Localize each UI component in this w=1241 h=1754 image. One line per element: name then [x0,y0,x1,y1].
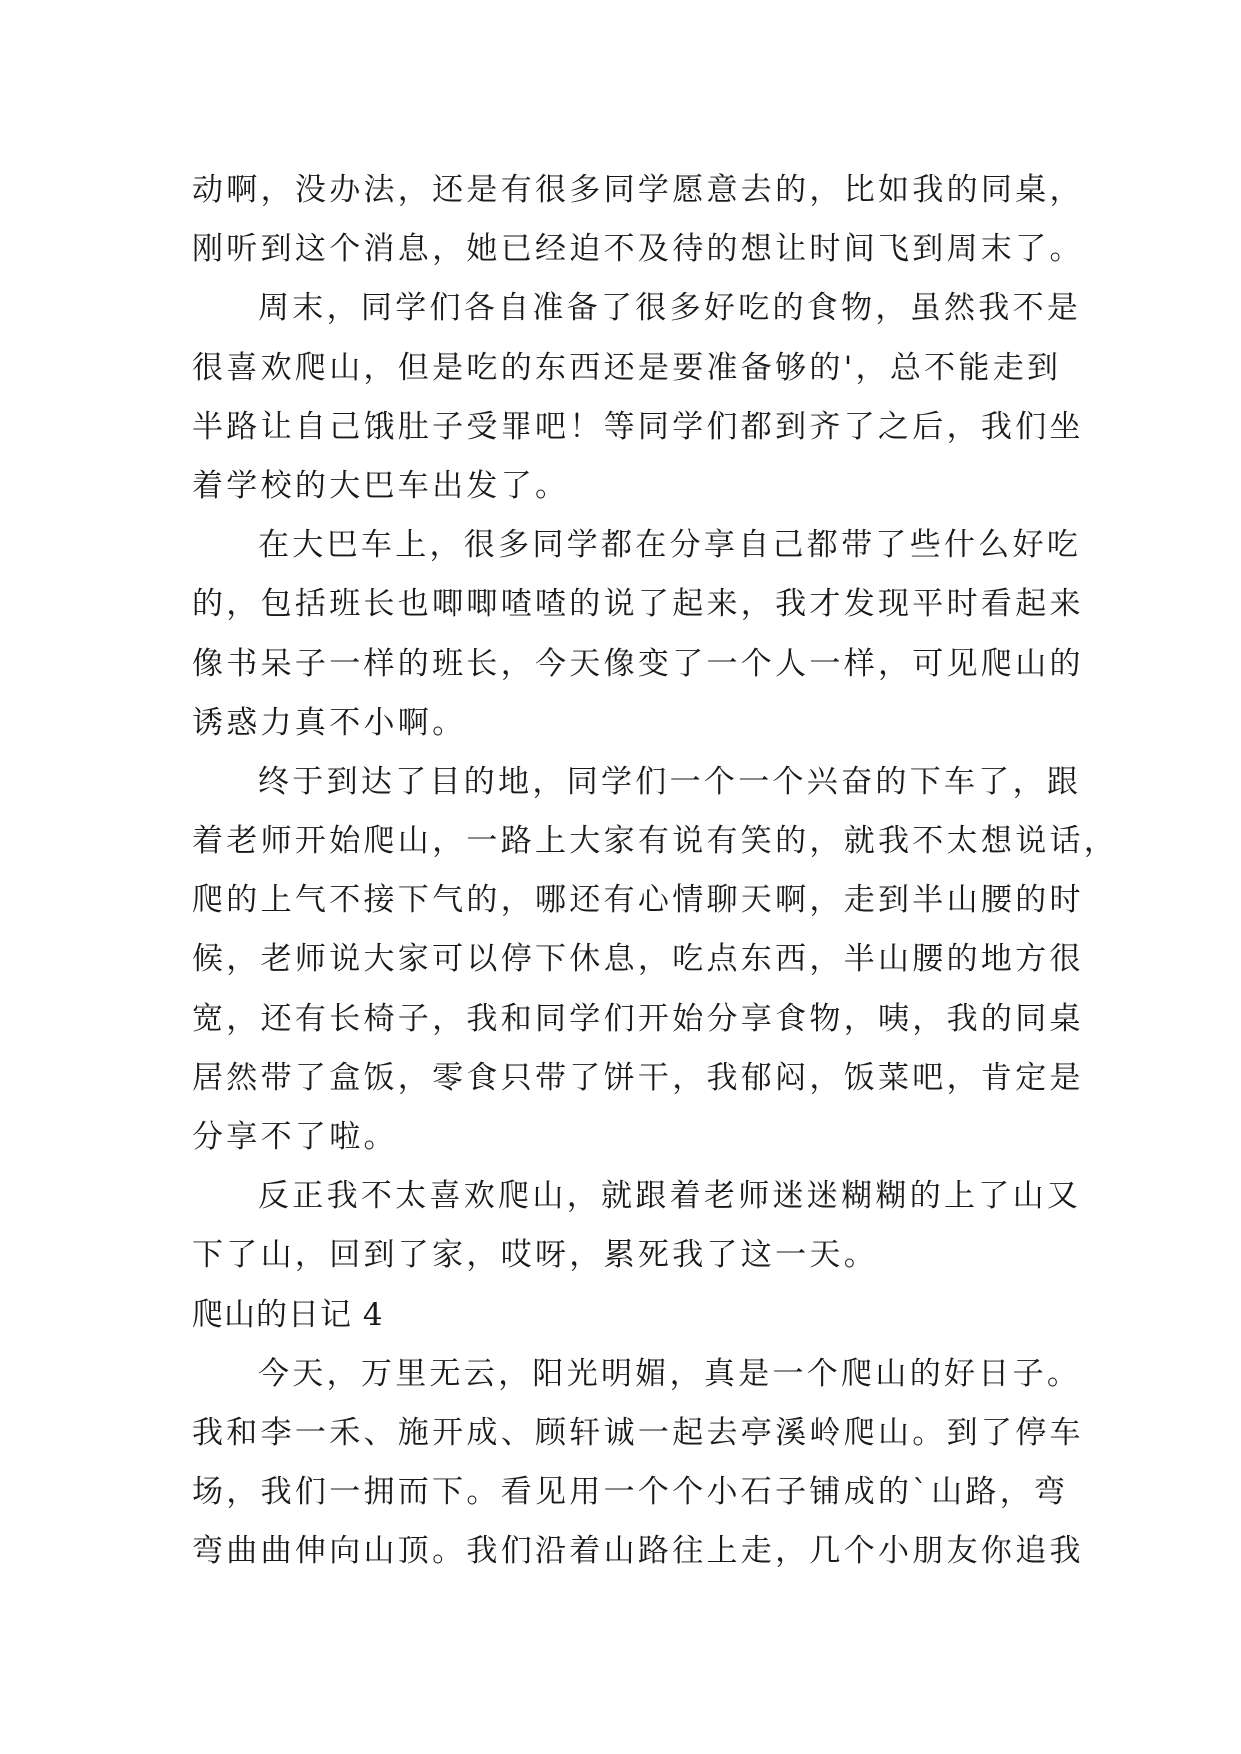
text-line: 弯曲曲伸向山顶。我们沿着山路往上走，几个小朋友你追我 [192,1533,1084,1570]
text-line: 着学校的大巴车出发了。 [192,467,570,504]
text-line: 下了山，回到了家，哎呀，累死我了这一天。 [192,1237,878,1274]
text-line: 很喜欢爬山，但是吃的东西还是要准备够的'，总不能走到 [192,349,1062,386]
text-line: 刚听到这个消息，她已经迫不及待的想让时间飞到周末了。 [192,231,1084,268]
text-line: 终于到达了目的地，同学们一个一个兴奋的下车了，跟 [258,763,1082,800]
text-line: 反正我不太喜欢爬山，就跟着老师迷迷糊糊的上了山又 [258,1178,1082,1215]
text-line: 在大巴车上，很多同学都在分享自己都带了些什么好吃 [258,527,1082,564]
section-heading: 爬山的日记 4 [192,1296,384,1333]
text-line: 我和李一禾、施开成、顾轩诚一起去亭溪岭爬山。到了停车 [192,1414,1084,1451]
text-line: 爬的上气不接下气的，哪还有心情聊天啊，走到半山腰的时 [192,882,1084,919]
text-line: 宽，还有长椅子，我和同学们开始分享食物，咦，我的同桌 [192,1000,1084,1037]
text-line: 动啊，没办法，还是有很多同学愿意去的，比如我的同桌， [192,172,1084,208]
text-line: 的，包括班长也唧唧喳喳的说了起来，我才发现平时看起来 [192,586,1084,623]
text-line: 今天，万里无云，阳光明媚，真是一个爬山的好日子。 [258,1355,1082,1392]
text-line: 半路让自己饿肚子受罪吧！等同学们都到齐了之后，我们坐 [192,408,1084,445]
text-line: 周末，同学们各自准备了很多好吃的食物，虽然我不是 [258,290,1082,327]
text-line: 分享不了啦。 [192,1119,398,1155]
text-line: 居然带了盒饭，零食只带了饼干，我郁闷，饭菜吧，肯定是 [192,1059,1084,1096]
text-line: 像书呆子一样的班长，今天像变了一个人一样，可见爬山的 [192,645,1084,682]
text-line: 场，我们一拥而下。看见用一个个小石子铺成的`山路，弯 [192,1474,1069,1511]
document-body [192,161,1119,1582]
text-line: 着老师开始爬山，一路上大家有说有笑的，就我不太想说话， [192,823,1119,860]
text-line: 诱惑力真不小啊。 [192,704,467,741]
text-line: 候，老师说大家可以停下休息，吃点东西，半山腰的地方很 [192,941,1084,978]
